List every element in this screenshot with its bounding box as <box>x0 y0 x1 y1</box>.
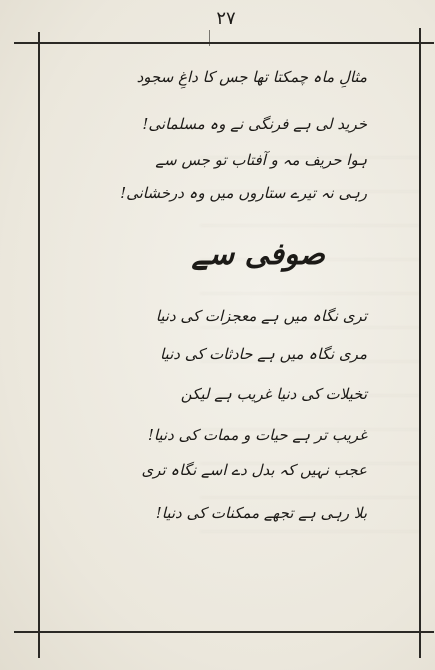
poem-title: صوفی سے <box>191 237 325 272</box>
verse-line: خرید لی ہے فرنگی نے وہ مسلمانی! <box>142 115 367 133</box>
verse-line: رہی نہ تیرے ستاروں میں وہ درخشانی! <box>120 184 367 202</box>
verse-line: تری نگاہ میں ہے معجزات کی دنیا <box>155 307 367 325</box>
top-rule <box>14 42 434 44</box>
verse-line: بلا رہی ہے تجھے ممکنات کی دنیا! <box>155 504 367 522</box>
left-margin-rule <box>38 32 40 658</box>
page-number: ۲۷ <box>216 8 236 29</box>
verse-line: مری نگاہ میں ہے حادثات کی دنیا <box>159 345 367 363</box>
verse-line: غریب تر ہے حیات و ممات کی دنیا! <box>147 426 367 444</box>
verse-line: مثالِ ماہ چمکتا تھا جس کا داغِ سجود <box>136 68 367 86</box>
bottom-rule <box>14 631 434 633</box>
verse-line: عجب نہیں کہ بدل دے اسے نگاہ تری <box>141 461 367 479</box>
verse-line: ہوا حریف مہ و آفتاب تو جس سے <box>155 151 367 169</box>
verse-line: تخیلات کی دنیا غریب ہے لیکن <box>180 385 367 403</box>
right-margin-rule <box>419 28 421 658</box>
center-gutter-mark <box>209 30 210 46</box>
